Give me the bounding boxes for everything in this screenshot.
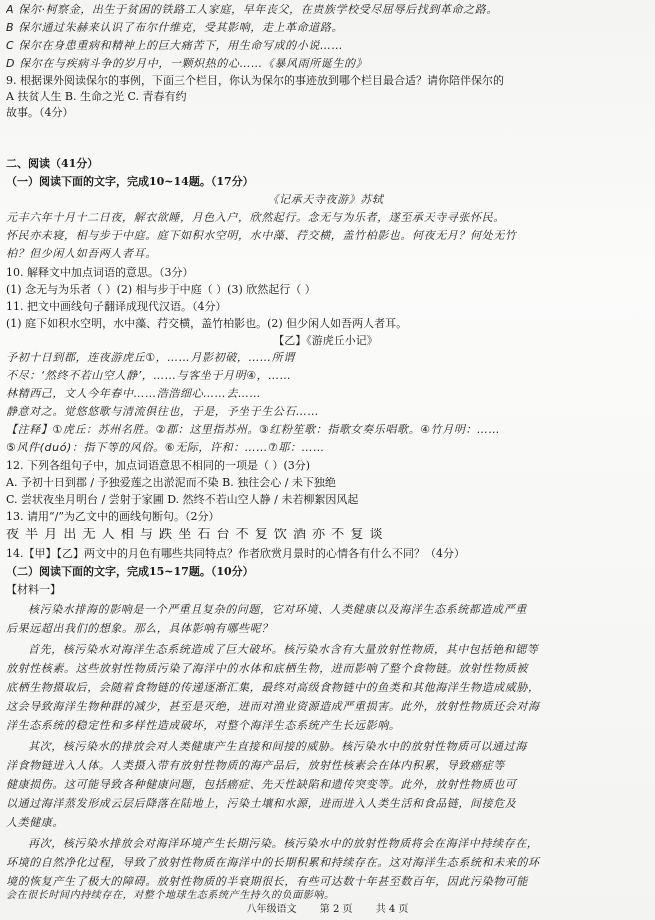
question-13-sentence: 夜 半 月 出 无 人 相 与 跌 坐 石 台 不 复 饮 酒 亦 不 复 谈 — [6, 528, 384, 542]
option-d-line: D 保尔在与疾病斗争的岁月中，一颗炽热的心……《暴风雨所诞生的》 — [6, 57, 368, 70]
poem-title: 《记承天寺夜游》苏轼 — [267, 193, 384, 206]
section-reading-title: 二、阅读（41分） — [6, 157, 99, 170]
material-para-3e: 人类健康。 — [6, 816, 64, 829]
question-11-items: (1) 庭下如积水空明，水中藻、荇交横，盖竹柏影也。(2) 但少闲人如吾两人者耳。 — [6, 317, 408, 330]
notes-line-2: ⑤风件(duó)：指下等的风俗。⑥无际，许和：……⑦耶：…… — [6, 441, 325, 454]
question-12-cd: C. 尝状夜坐月明台 / 尝射于家圃 D. 然终不若山空人静 / 未若柳絮因风起 — [6, 493, 359, 506]
passage-b-line-4: 静意对之。觉悠悠歌与清流俱往也，于是，予坐于生公石…… — [6, 405, 320, 418]
option-a-line: A 保尔·柯察金，出生于贫困的铁路工人家庭，早年丧父，在贵族学校受尽屈辱后找到革命之路。 — [6, 3, 498, 16]
material-para-4b: 环境的自然净化过程，导致了放射性物质在海洋中的长期积累和持续存在。这对海洋生态系统和未来的环 — [6, 856, 540, 869]
footer-grade: 八年级语文 — [246, 904, 297, 915]
material-para-3a: 其次，核污染水的排放会对人类健康产生直接和间接的威胁。核污染水中的放射性物质可以通过海 — [28, 740, 527, 753]
passage-line-1: 元丰六年十月十二日夜，解衣欲睡，月色入户，欣然起行。念无与为乐者，遂至承天寺寻张怀民。 — [6, 211, 505, 224]
question-12-ab: A. 予初十日到郡 / 予独爱莲之出淤泥而不染 B. 独往会心 / 未下独绝 — [6, 476, 336, 489]
question-13: 13. 请用“/”为乙文中的画线句断句。（2分） — [6, 510, 220, 523]
passage-b-line-3: 林精西己，文人今年春中……浩浩细心……去…… — [6, 387, 262, 400]
question-10: 10. 解释文中加点词语的意思。（3分） — [6, 266, 194, 279]
question-12: 12. 下列各组句子中，加点词语意思不相同的一项是（ ）(3分) — [6, 459, 311, 472]
material-one-label: 【材料一】 — [6, 583, 61, 596]
material-para-3c: 健康损伤。这可能导致各种健康问题，包括癌症、先天性缺陷和遗传突变等。此外，放射性物质也可 — [6, 778, 517, 791]
material-para-2b: 放射性核素。这些放射性物质污染了海洋中的水体和底栖生物，进而影响了整个食物链。放射性物质被 — [6, 662, 528, 675]
passage-b-line-2: 不尽：‘然终不若山空人静’，……与客坐于月明④，…… — [6, 369, 292, 382]
question-9-choices: A 扶贫人生 B. 生命之光 C. 青春有约 — [6, 90, 187, 103]
material-para-2d: 这会导致海洋生物种群的减少，甚至是灭绝，进而对渔业资源造成严重损害。此外，放射性物质还会对海 — [6, 700, 540, 713]
material-para-2c: 底栖生物摄取后，会随着食物链的传递逐渐汇集，最终对高级食物链中的鱼类和其他海洋生物造成威胁， — [6, 681, 540, 694]
question-10-items: (1) 念无与为乐者（ ）(2) 相与步于中庭（ ）(3) 欣然起行（ ） — [6, 283, 316, 296]
page-footer — [0, 900, 655, 915]
material-para-3d: 以通过海洋蒸发形成云层后降落在陆地上，污染土壤和水源，进而进入人类生活和食品链，间接危及 — [6, 797, 517, 810]
footer-page: 第 2 页 — [319, 904, 353, 915]
question-11: 11. 把文中画线句子翻译成现代汉语。（4分） — [6, 300, 227, 313]
part-two-title: （二）阅读下面的文字，完成15~17题。（10分） — [6, 565, 254, 578]
passage-b-title: 【乙】《游虎丘小记》 — [273, 334, 378, 347]
material-para-2e: 洋生态系统的稳定性和多样性造成破坏，对整个海洋生态系统产生长远影响。 — [6, 719, 401, 732]
passage-line-2: 怀民亦未寝，相与步于中庭。庭下如积水空明，水中藻、荇交横，盖竹柏影也。何夜无月？何处无竹 — [6, 229, 517, 242]
passage-line-3: 柏？但少闲人如吾两人者耳。 — [6, 247, 157, 260]
material-para-1a: 核污染水排海的影响是一个严重且复杂的问题，它对环境、人类健康以及海洋生态系统都造成严重 — [28, 603, 527, 616]
question-9: 9. 根据课外阅读保尔的事例，下面三个栏目，你认为保尔的事迹放到哪个栏目最合适？请你陪伴保尔的 — [6, 74, 504, 87]
passage-b-line-1: 予初十日到郡，连夜游虎丘①，……月影初破，……所谓 — [6, 351, 295, 364]
material-para-4a: 再次，核污染水排放会对海洋环境产生长期污染。核污染水中的放射性物质将会在海洋中持续存在， — [28, 837, 539, 850]
option-c-line: C 保尔在身患重病和精神上的巨大痛苦下，用生命写成的小说…… — [6, 39, 344, 52]
part-one-title: （一）阅读下面的文字，完成10~14题。（17分） — [6, 175, 254, 188]
footer-total: 共 4 页 — [375, 904, 409, 915]
material-para-3b: 洋食物链进入人体。人类摄入带有放射性物质的海产品后，放射性核素会在体内积累，导致癌症等 — [6, 759, 505, 772]
question-9-score: 故事。（4分） — [6, 106, 74, 119]
material-para-1b: 后果远超出我们的想象。那么，具体影响有哪些呢？ — [6, 622, 273, 635]
notes-line-1: 【注释】①虎丘：苏州名胜。②郡：这里指苏州。③红粉笙歌：指歌女奏乐唱歌。④竹月明：…… — [6, 423, 501, 436]
material-para-2a: 首先，核污染水对海洋生态系统造成了巨大破坏。核污染水含有大量放射性物质，其中包括铯和锶等 — [28, 643, 539, 656]
option-b-line: B 保尔通过朱赫来认识了布尔什维克，受其影响，走上革命道路。 — [6, 21, 344, 34]
material-para-4d: 会在很长时间内持续存在，对整个地球生态系统产生持久的负面影响。 — [6, 890, 335, 901]
material-para-4c: 境的恢复产生了极大的障碍。放射性物质的半衰期很长，有些可达数十年甚至数百年，因此污染物可能 — [6, 875, 528, 888]
question-14: 14.【甲】【乙】两文中的月色有哪些共同特点？作者欣赏月景时的心情各有什么不同？（4分） — [6, 547, 465, 560]
